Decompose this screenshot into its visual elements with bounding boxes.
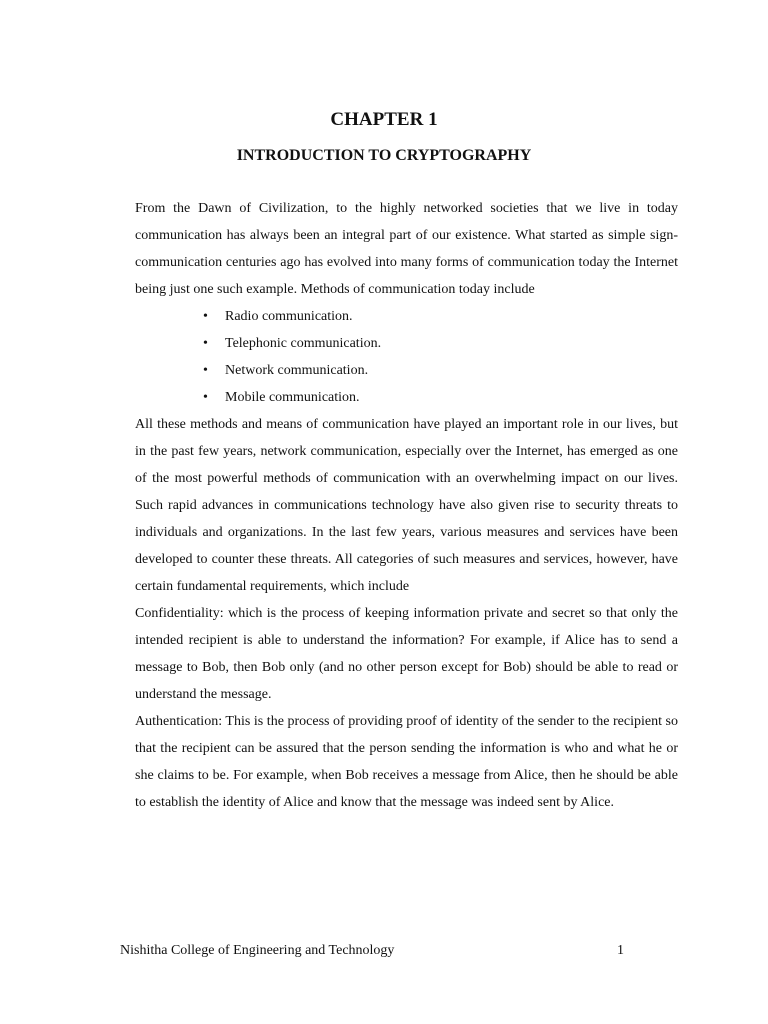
footer-institution: Nishitha College of Engineering and Technology (120, 943, 395, 958)
bullet-icon: • (203, 309, 208, 324)
page-number: 1 (617, 943, 624, 958)
list-item-text: Network communication. (225, 363, 369, 378)
chapter-heading: CHAPTER 1 (330, 109, 438, 130)
list-item (203, 384, 678, 411)
list-item (203, 330, 678, 357)
list-item-text: Telephonic communication. (225, 336, 382, 351)
body-text (135, 195, 678, 816)
communication-methods-list (135, 303, 678, 411)
list-item (203, 303, 678, 330)
bullet-icon: • (203, 336, 208, 351)
chapter-title: INTRODUCTION TO CRYPTOGRAPHY (236, 147, 532, 164)
methods-paragraph: All these methods and means of communication have played an important role in our lives, but in the past few years, network communication, especially over the Internet, has emerged as one of the most powerful methods of communication with an overwhelming impact on our lives. Such rapid advances in communications technology have also given rise to security threats to individuals and organizations. In the last few years, various measures and services have been developed to counter these threats. All categories of such measures and services, however, have certain fundamental requirements, which include (135, 417, 678, 594)
bullet-icon: • (203, 363, 208, 378)
intro-paragraph: From the Dawn of Civilization, to the highly networked societies that we live in today communication has always been an integral part of our existence. What started as simple sign-communication centuries ago has evolved into many forms of communication today the Internet being just one such example. Methods of communication today include (135, 201, 678, 297)
authentication-paragraph: Authentication: This is the process of providing proof of identity of the sender to the recipient so that the recipient can be assured that the person sending the information is who and what he or she claims to be. For example, when Bob receives a message from Alice, then he should be able to establish the identity of Alice and know that the message was indeed sent by Alice. (135, 714, 678, 810)
list-item-text: Radio communication. (225, 309, 353, 324)
confidentiality-paragraph: Confidentiality: which is the process of keeping information private and secret so that only the intended recipient is able to understand the information? For example, if Alice has to send a message to Bob, then Bob only (and no other person except for Bob) should be able to read or understand the message. (135, 606, 678, 702)
list-item-text: Mobile communication. (225, 390, 360, 405)
bullet-icon: • (203, 390, 208, 405)
list-item (203, 357, 678, 384)
